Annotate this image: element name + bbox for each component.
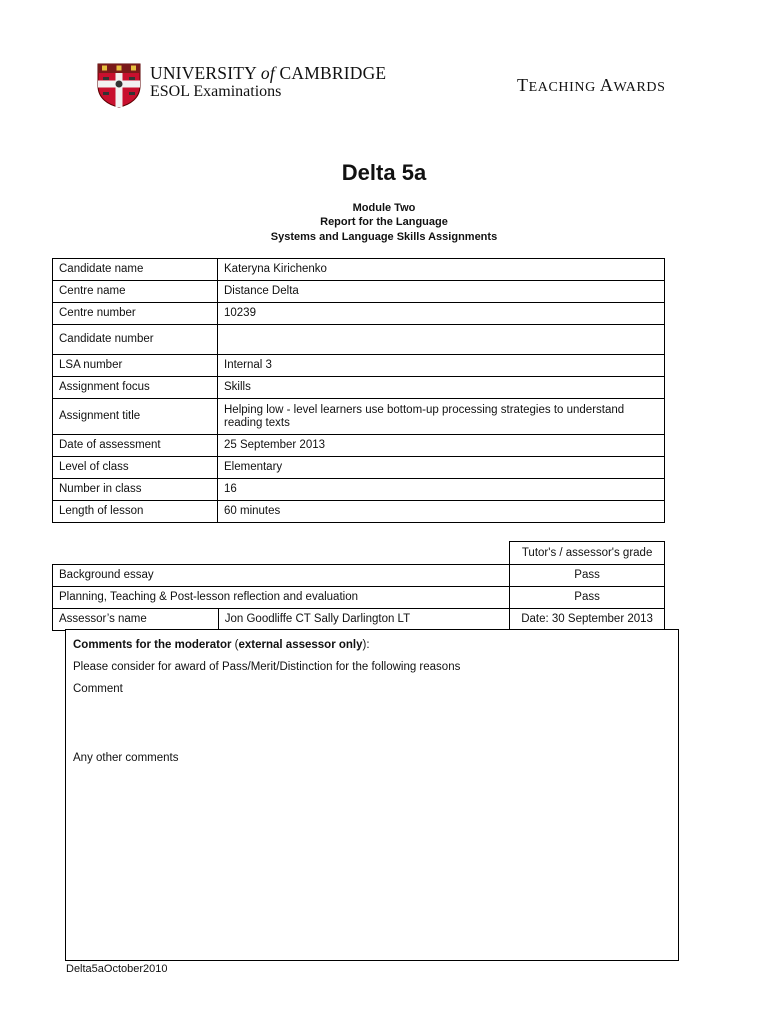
detail-value: Kateryna Kirichenko xyxy=(218,259,665,281)
detail-value: 25 September 2013 xyxy=(218,435,665,457)
detail-label: Assignment title xyxy=(53,399,218,435)
detail-value xyxy=(218,325,665,355)
detail-value: 60 minutes xyxy=(218,501,665,523)
detail-label: Assignment focus xyxy=(53,377,218,399)
detail-value: Elementary xyxy=(218,457,665,479)
teaching-awards: TEACHING AWARDS xyxy=(517,75,666,95)
detail-label: Length of lesson xyxy=(53,501,218,523)
moderator-comments-box xyxy=(65,629,679,961)
table-row xyxy=(53,565,665,587)
detail-label: Candidate number xyxy=(53,325,218,355)
detail-value: 10239 xyxy=(218,303,665,325)
empty-cell xyxy=(53,542,510,565)
detail-label: Centre number xyxy=(53,303,218,325)
other-comments-label: Any other comments xyxy=(73,752,179,764)
detail-label: Level of class xyxy=(53,457,218,479)
detail-label: Candidate name xyxy=(53,259,218,281)
grade-value: Pass xyxy=(510,565,665,587)
detail-label: Date of assessment xyxy=(53,435,218,457)
table-row xyxy=(53,435,665,457)
assessor-names: Jon Goodliffe CT Sally Darlington LT xyxy=(218,609,509,631)
detail-value: Skills xyxy=(218,377,665,399)
page-title: Delta 5a xyxy=(341,160,427,185)
detail-value: Distance Delta xyxy=(218,281,665,303)
grade-value: Pass xyxy=(510,587,665,609)
comments-heading: Comments for the moderator (external assessor only): xyxy=(73,639,370,651)
table-row xyxy=(53,479,665,501)
table-row xyxy=(53,609,665,631)
grades-table xyxy=(52,541,665,631)
footer-version: Delta5aOctober2010 xyxy=(66,963,168,975)
assessor-date: Date: 30 September 2013 xyxy=(510,609,665,631)
detail-value: Internal 3 xyxy=(218,355,665,377)
table-row xyxy=(53,259,665,281)
subtitle-line-1: Module Two xyxy=(352,202,416,214)
candidate-details-table xyxy=(52,258,665,523)
university-name: UNIVERSITY of CAMBRIDGE xyxy=(150,63,387,83)
table-row xyxy=(53,355,665,377)
comment-label: Comment xyxy=(73,683,123,695)
table-row xyxy=(53,303,665,325)
cambridge-crest-logo xyxy=(96,62,142,108)
subtitle-line-3: Systems and Language Skills Assignments xyxy=(270,231,498,243)
table-row xyxy=(53,501,665,523)
table-row xyxy=(53,542,665,565)
table-row xyxy=(53,325,665,355)
grade-header: Tutor's / assessor's grade xyxy=(510,542,665,565)
table-row xyxy=(53,281,665,303)
comments-reason-text: Please consider for award of Pass/Merit/Distinction for the following reasons xyxy=(73,661,461,673)
esol-examinations: ESOL Examinations xyxy=(150,83,282,100)
subtitle-line-2: Report for the Language xyxy=(320,216,448,228)
table-row xyxy=(53,377,665,399)
assessor-label: Assessor’s name xyxy=(53,609,219,631)
grade-component-label: Background essay xyxy=(53,565,510,587)
detail-label: LSA number xyxy=(53,355,218,377)
grade-component-label: Planning, Teaching & Post-lesson reflection and evaluation xyxy=(53,587,510,609)
detail-label: Number in class xyxy=(53,479,218,501)
detail-value: 16 xyxy=(218,479,665,501)
table-row xyxy=(53,399,665,435)
detail-value: Helping low - level learners use bottom-up processing strategies to understand reading texts xyxy=(218,399,665,435)
table-row xyxy=(53,457,665,479)
table-row xyxy=(53,587,665,609)
detail-label: Centre name xyxy=(53,281,218,303)
